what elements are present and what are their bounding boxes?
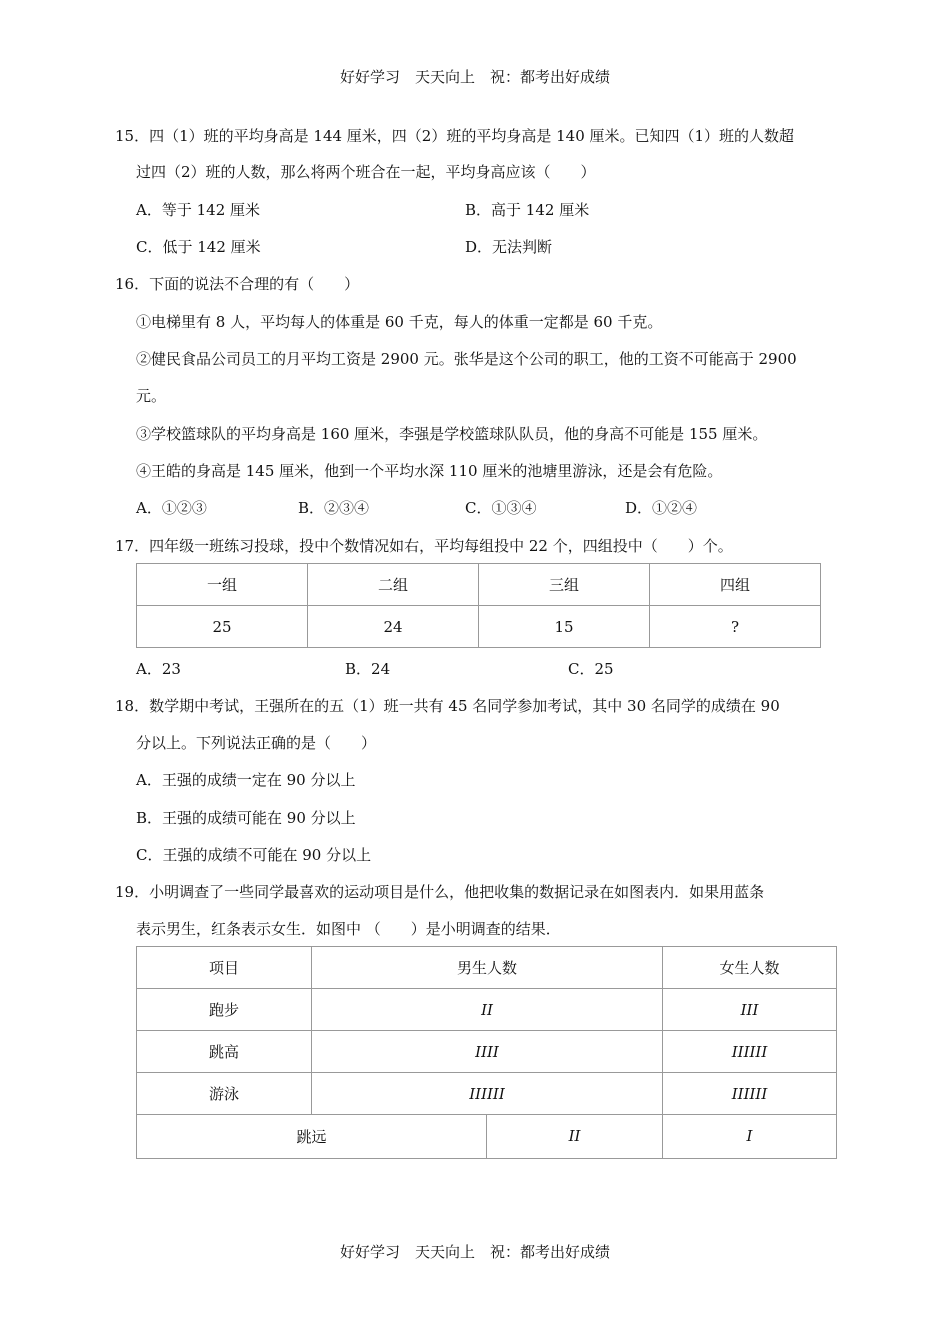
q16-option-c: C．①③④ [465,499,537,517]
q19-row-label: 跑步 [137,989,312,1031]
q16-option-d: D．①②④ [625,499,698,517]
q16-statement-2-cont: 元。 [136,387,167,405]
q19-girls-tally: I [663,1115,837,1158]
q19-header-boys: 男生人数 [312,947,663,989]
q16-option-b: B．②③④ [298,499,370,517]
q16-statement-3: ③学校篮球队的平均身高是 160 厘米，李强是学校篮球队队员，他的身高不可能是 155 厘米。 [136,425,768,443]
q19-girls-tally: III [663,989,837,1031]
q15-option-c: C．低于 142 厘米 [136,238,261,256]
q19-girls-tally: IIIIII [663,1031,837,1073]
q16-option-a: A．①②③ [136,499,207,517]
q15-option-b: B．高于 142 厘米 [465,201,590,219]
q15-stem-line1: 15．四（1）班的平均身高是 144 厘米，四（2）班的平均身高是 140 厘米。已知四（1）班的人数超 [115,127,795,145]
q17-value-cell: ? [650,606,821,648]
q17-option-a: A．23 [136,660,181,678]
q17-option-b: B．24 [345,660,391,678]
q17-header-cell: 一组 [137,564,308,606]
q18-stem-line1: 18．数学期中考试，王强所在的五（1）班一共有 45 名同学参加考试，其中 30 名同学的成绩在 90 [115,697,780,715]
q18-stem-line2: 分以上。下列说法正确的是（ ） [136,734,377,752]
q16-statement-2: ②健民食品公司员工的月平均工资是 2900 元。张华是这个公司的职工，他的工资不可能高于 2900 [136,350,797,368]
q19-stem-line1: 19．小明调查了一些同学最喜欢的运动项目是什么，他把收集的数据记录在如图表内．如果用蓝条 [115,883,765,901]
q17-value-cell: 25 [137,606,308,648]
q17-value-cell: 15 [479,606,650,648]
q19-stem-line2: 表示男生，红条表示女生．如图中 （ ）是小明调查的结果． [136,920,561,938]
q19-table-last-row [136,1115,837,1159]
q16-statement-1: ①电梯里有 8 人，平均每人的体重是 60 千克，每人的体重一定都是 60 千克。 [136,313,663,331]
q19-boys-tally: IIII [312,1031,663,1073]
q16-statement-4: ④王皓的身高是 145 厘米，他到一个平均水深 110 厘米的池塘里游泳，还是会有危险。 [136,462,723,480]
q19-row-label: 游泳 [137,1073,312,1115]
q17-header-cell: 三组 [479,564,650,606]
q19-table-main [136,946,837,1115]
q17-table [136,563,821,648]
page-footer: 好好学习 天天向上 祝：都考出好成绩 [339,1243,610,1261]
q19-boys-tally: II [487,1115,663,1158]
q18-option-b: B．王强的成绩可能在 90 分以上 [136,809,356,827]
q18-option-a: A．王强的成绩一定在 90 分以上 [136,771,356,789]
q19-header-item: 项目 [137,947,312,989]
q17-stem: 17．四年级一班练习投球，投中个数情况如右，平均每组投中 22 个，四组投中（ ）个。 [115,537,733,555]
page-header: 好好学习 天天向上 祝：都考出好成绩 [339,68,610,86]
q15-stem-line2: 过四（2）班的人数，那么将两个班合在一起，平均身高应该（ ） [136,163,596,181]
q17-header-cell: 四组 [650,564,821,606]
q15-option-d: D．无法判断 [465,238,553,256]
q17-option-c: C．25 [568,660,614,678]
q19-row-label: 跳远 [137,1115,487,1158]
q19-boys-tally: IIIIII [312,1073,663,1115]
q15-option-a: A．等于 142 厘米 [136,201,260,219]
q19-girls-tally: IIIIII [663,1073,837,1115]
q19-row-label: 跳高 [137,1031,312,1073]
q17-value-cell: 24 [308,606,479,648]
q19-boys-tally: II [312,989,663,1031]
q18-option-c: C．王强的成绩不可能在 90 分以上 [136,846,372,864]
q17-header-cell: 二组 [308,564,479,606]
q19-header-girls: 女生人数 [663,947,837,989]
q16-stem: 16．下面的说法不合理的有（ ） [115,275,360,293]
